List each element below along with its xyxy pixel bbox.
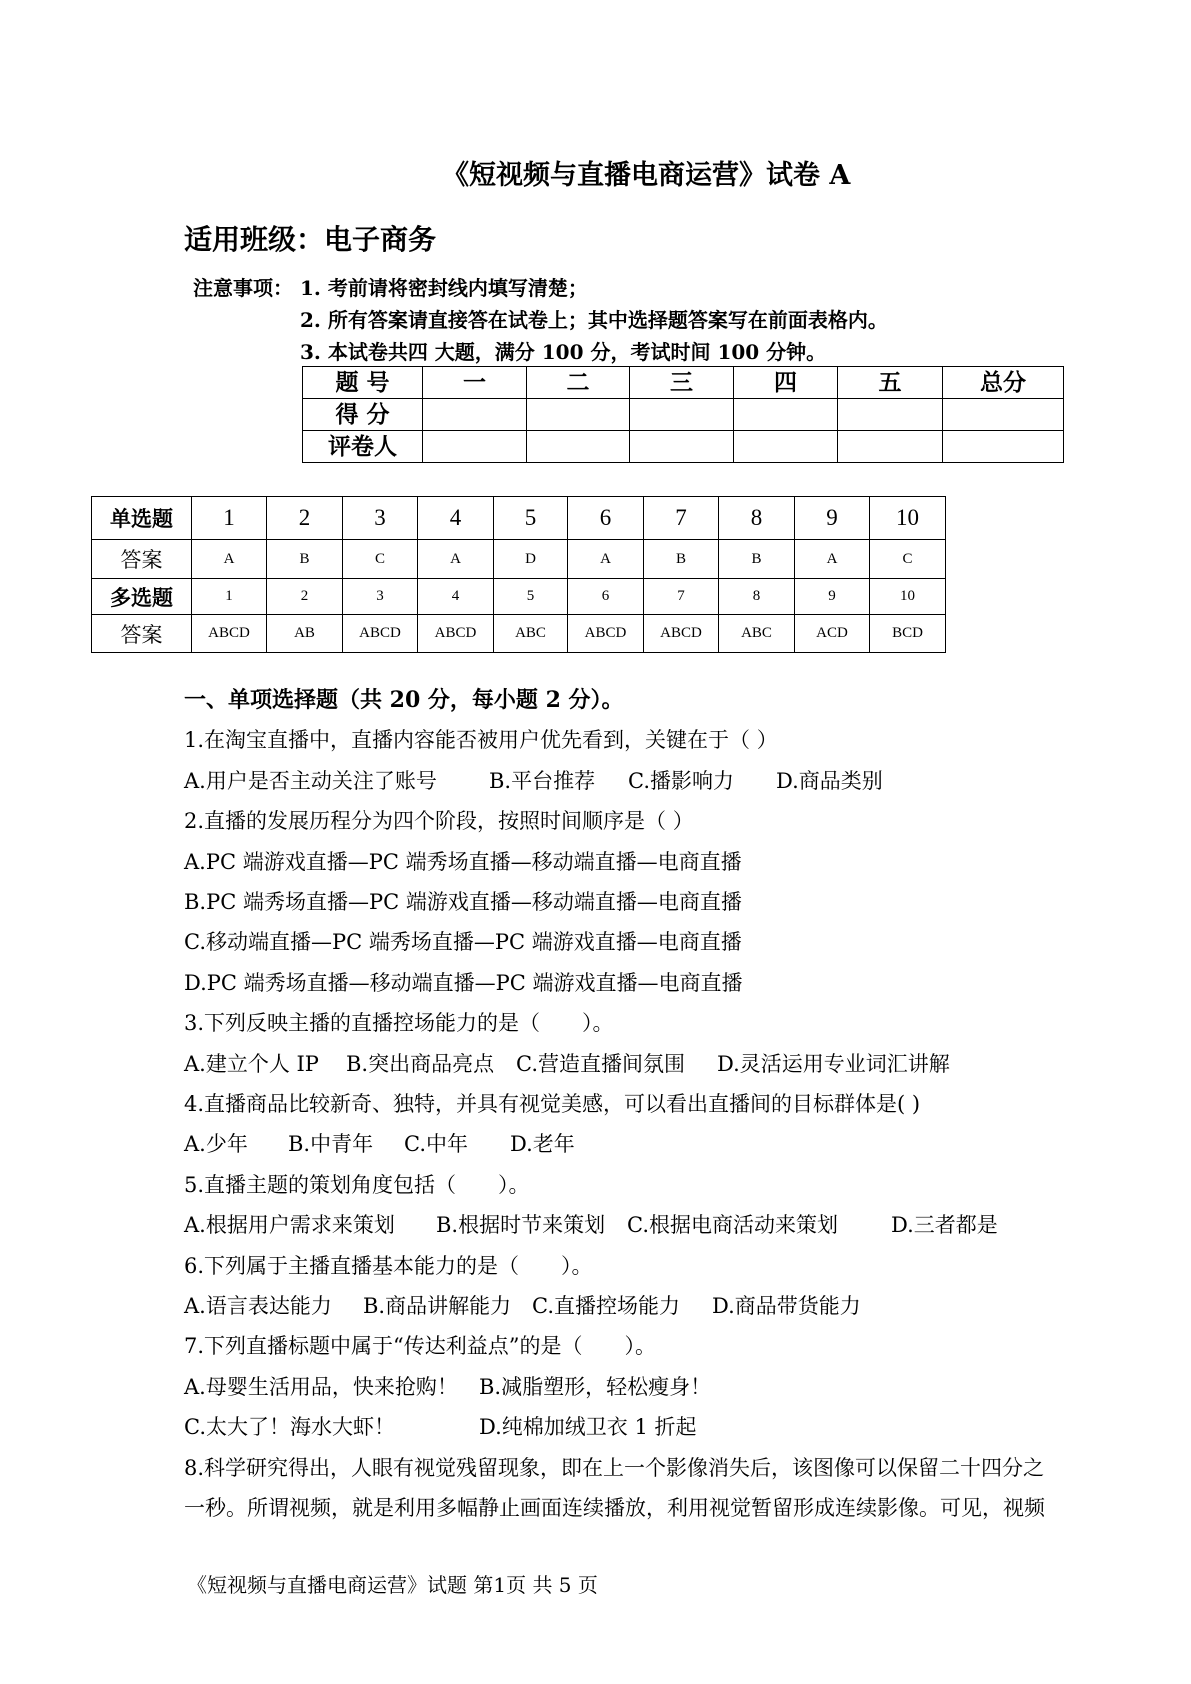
answer-cell: A [418,540,494,579]
question-number-cell: 2 [267,497,343,540]
question-number-cell: 9 [795,497,870,540]
score-table-cell [838,399,943,431]
question-7-option-c: C.太大了！海水大虾！ [184,1415,395,1439]
exam-title: 《短视频与直播电商运营》试卷 A [442,160,851,191]
question-number-cell: 6 [568,579,644,615]
answer-cell: ACD [795,615,870,653]
score-table-row [303,431,1064,463]
answer-table-body [92,497,946,653]
answer-cell: ABC [494,615,568,653]
question-number-cell: 9 [795,579,870,615]
question-2-option-b: B.PC 端秀场直播—PC 端游戏直播—移动端直播—电商直播 [184,890,742,914]
score-table-header-row [303,367,1064,399]
answer-cell: ABCD [418,615,494,653]
question-number-cell: 8 [719,497,795,540]
score-table-question-no-label: 题 号 [303,367,423,399]
question-6-option-a: A.语言表达能力 [184,1294,332,1318]
answer-cell: B [719,540,795,579]
score-table-row-label: 评卷人 [303,431,423,463]
question-8-stem-line-1: 8.科学研究得出，人眼有视觉残留现象，即在上一个影像消失后，该图像可以保留二十四分之 [184,1456,1045,1480]
answer-cell: A [568,540,644,579]
score-table [302,366,1064,463]
question-7-stem: 7.下列直播标题中属于“传达利益点”的是（ ）。 [184,1334,657,1358]
question-4-option-c: C.中年 [404,1132,468,1156]
question-number-cell: 4 [418,579,494,615]
question-6-option-d: D.商品带货能力 [712,1294,861,1318]
note-item-3: 3. 本试卷共四 大题，满分 100 分，考试时间 100 分钟。 [300,340,827,364]
question-number-cell: 8 [719,579,795,615]
score-table-cell [423,431,527,463]
score-table-cell [630,399,734,431]
question-number-cell: 4 [418,497,494,540]
answer-cell: ABCD [343,615,418,653]
answer-cell: A [192,540,267,579]
question-number-cell: 7 [644,497,719,540]
question-2-stem: 2.直播的发展历程分为四个阶段，按照时间顺序是（ ） [184,809,694,833]
question-7-option-b: B.减脂塑形，轻松瘦身！ [479,1375,712,1399]
score-table-cell [423,399,527,431]
answer-cell: B [267,540,343,579]
section-heading: 一、单项选择题（共 20 分，每小题 2 分）。 [184,687,624,713]
question-8-stem-line-2: 一秒。所谓视频，就是利用多幅静止画面连续播放，利用视觉暂留形成连续影像。可见，视频 [184,1496,1045,1520]
notes-label: 注意事项： [193,276,293,300]
answer-cell: B [644,540,719,579]
question-3-option-b: B.突出商品亮点 [346,1052,495,1076]
score-table-row [303,399,1064,431]
question-2-option-d: D.PC 端秀场直播—移动端直播—PC 端游戏直播—电商直播 [184,971,743,995]
question-7-option-a: A.母婴生活用品，快来抢购！ [184,1375,458,1399]
question-4-stem: 4.直播商品比较新奇、独特，并具有视觉美感，可以看出直播间的目标群体是( ) [184,1092,921,1116]
answer-cell: ABCD [192,615,267,653]
question-number-cell: 10 [870,579,946,615]
answer-table-row [92,540,946,579]
answer-cell: AB [267,615,343,653]
score-table-cell [838,431,943,463]
score-table-body [303,367,1064,463]
score-table-header-cell: 一 [423,367,527,399]
answer-cell: ABC [719,615,795,653]
score-table-header-cell: 总分 [943,367,1064,399]
score-table-cell [943,399,1064,431]
answer-label: 答案 [92,540,192,579]
question-2-option-a: A.PC 端游戏直播—PC 端秀场直播—移动端直播—电商直播 [184,850,742,874]
question-number-cell: 10 [870,497,946,540]
score-table-cell [630,431,734,463]
score-table-header-cell: 二 [527,367,630,399]
score-table-header-cell: 四 [734,367,838,399]
question-1-option-d: D.商品类别 [776,769,883,793]
score-table-cell [527,399,630,431]
question-number-cell: 2 [267,579,343,615]
answer-cell: C [870,540,946,579]
score-table-cell [734,399,838,431]
question-4-option-b: B.中青年 [288,1132,374,1156]
question-1-stem: 1.在淘宝直播中，直播内容能否被用户优先看到，关键在于（ ） [184,728,778,752]
score-table-cell [527,431,630,463]
score-table-cell [734,431,838,463]
question-number-cell: 5 [494,579,568,615]
question-3-option-c: C.营造直播间氛围 [516,1052,685,1076]
question-number-cell: 7 [644,579,719,615]
question-number-cell: 3 [343,579,418,615]
question-number-cell: 1 [192,497,267,540]
question-3-option-a: A.建立个人 IP [184,1052,319,1076]
question-2-option-c: C.移动端直播—PC 端秀场直播—PC 端游戏直播—电商直播 [184,930,742,954]
note-item-1: 1. 考前请将密封线内填写清楚； [300,276,588,300]
answer-cell: ABCD [644,615,719,653]
score-table-header-cell: 五 [838,367,943,399]
applicable-class: 适用班级：电子商务 [184,223,437,256]
page-footer: 《短视频与直播电商运营》试题 第1页 共 5 页 [187,1573,598,1597]
single-choice-label: 单选题 [92,497,192,540]
question-number-cell: 6 [568,497,644,540]
question-3-option-d: D.灵活运用专业词汇讲解 [717,1052,950,1076]
question-5-option-c: C.根据电商活动来策划 [627,1213,838,1237]
question-number-cell: 3 [343,497,418,540]
answer-cell: D [494,540,568,579]
answer-table [91,496,946,653]
answer-cell: C [343,540,418,579]
answer-table-row [92,579,946,615]
question-5-stem: 5.直播主题的策划角度包括（ ）。 [184,1173,530,1197]
question-5-option-d: D.三者都是 [891,1213,998,1237]
question-4-option-a: A.少年 [184,1132,248,1156]
question-number-cell: 5 [494,497,568,540]
answer-cell: A [795,540,870,579]
question-6-option-b: B.商品讲解能力 [363,1294,512,1318]
answer-cell: BCD [870,615,946,653]
score-table-row-label: 得 分 [303,399,423,431]
answer-table-row [92,615,946,653]
question-number-cell: 1 [192,579,267,615]
question-1-option-b: B.平台推荐 [489,769,596,793]
question-5-option-b: B.根据时节来策划 [436,1213,606,1237]
question-5-option-a: A.根据用户需求来策划 [184,1213,395,1237]
answer-cell: ABCD [568,615,644,653]
note-item-2: 2. 所有答案请直接答在试卷上；其中选择题答案写在前面表格内。 [300,308,888,332]
question-1-option-c: C.播影响力 [628,769,734,793]
question-4-option-d: D.老年 [510,1132,575,1156]
question-1-option-a: A.用户是否主动关注了账号 [184,769,437,793]
question-3-stem: 3.下列反映主播的直播控场能力的是（ ）。 [184,1011,614,1035]
multi-choice-label: 多选题 [92,579,192,615]
answer-label: 答案 [92,615,192,653]
answer-table-row [92,497,946,540]
question-6-stem: 6.下列属于主播直播基本能力的是（ ）。 [184,1254,593,1278]
score-table-header-cell: 三 [630,367,734,399]
score-table-cell [943,431,1064,463]
question-7-option-d: D.纯棉加绒卫衣 1 折起 [479,1415,697,1439]
question-6-option-c: C.直播控场能力 [532,1294,680,1318]
